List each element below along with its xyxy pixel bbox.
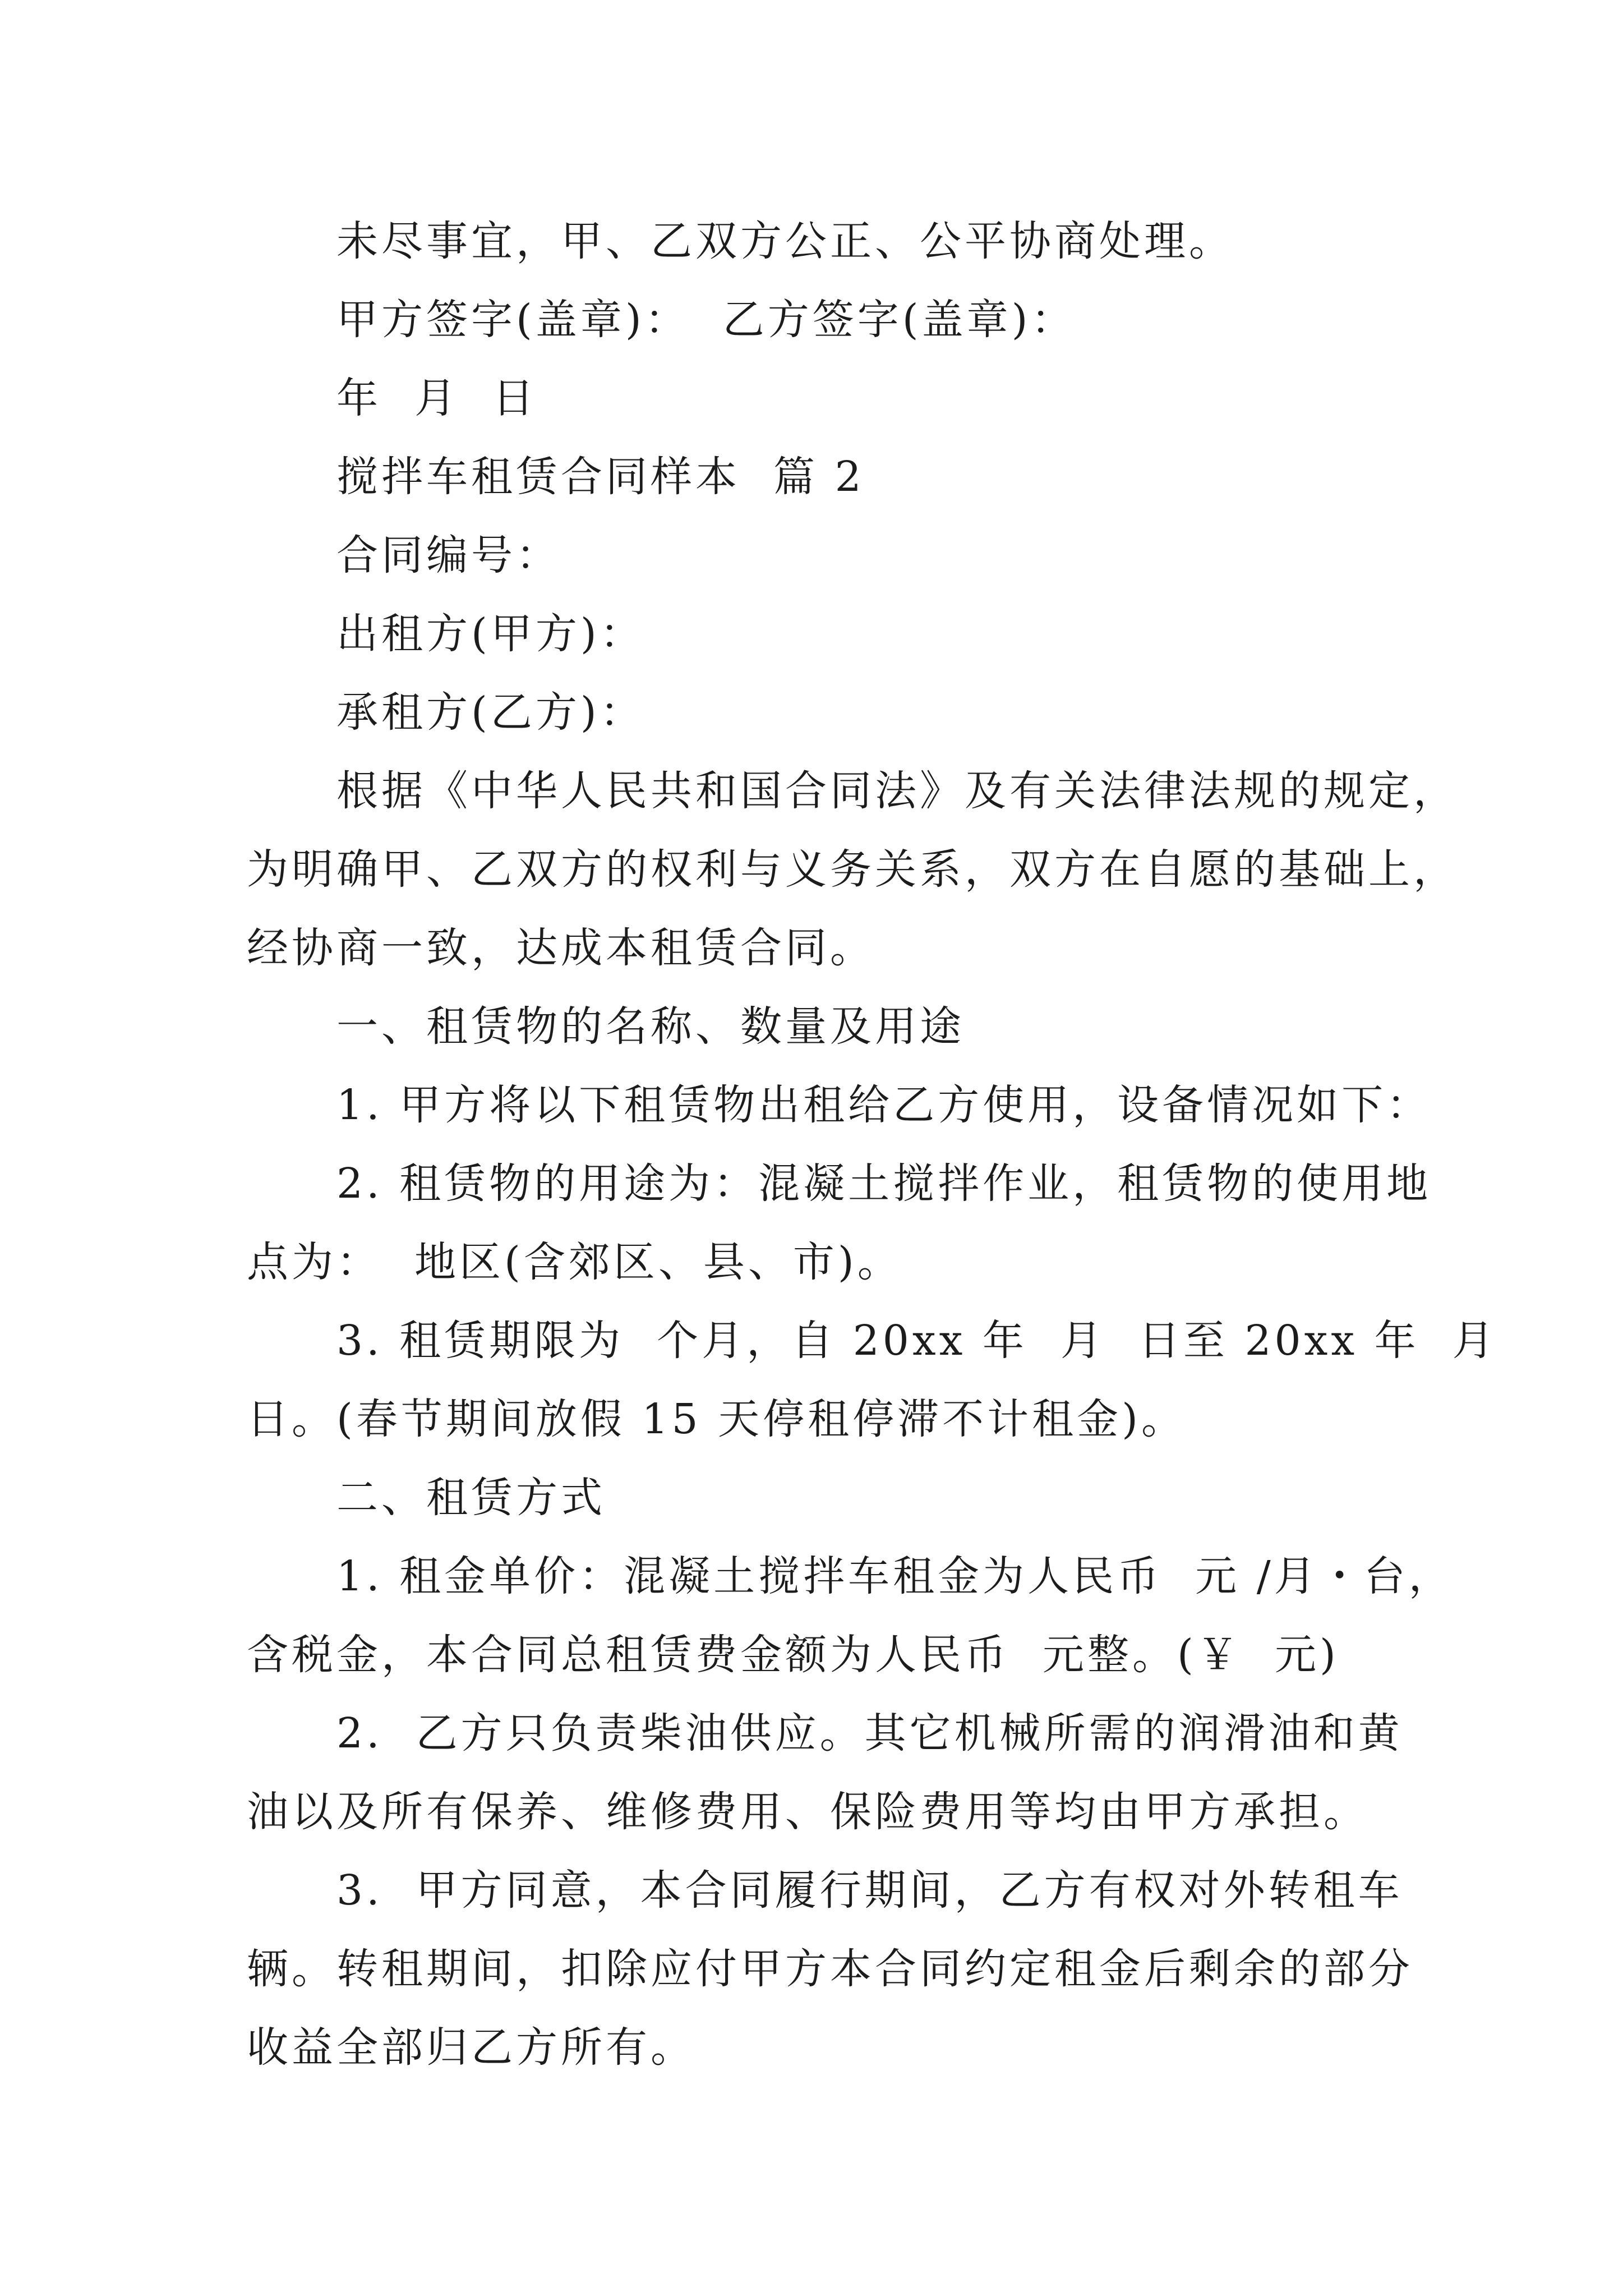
clause-line: 含税金，本合同总租赁费金额为人民币 元整。(￥ 元) (247, 1631, 1339, 1679)
clause-line: 1. 租金单价：混凝土搅拌车租金为人民币 元 /月・台， (336, 1552, 1454, 1600)
clause-line: 2. 租赁物的用途为：混凝土搅拌作业，租赁物的使用地 (336, 1159, 1432, 1208)
heading-line: 二、租赁方式 (336, 1474, 606, 1522)
paragraph-line: 根据《中华人民共和国合同法》及有关法律法规的规定， (336, 767, 1458, 815)
paragraph-line: 经协商一致，达成本租赁合同。 (247, 924, 875, 972)
clause-line: 1. 甲方将以下租赁物出租给乙方使用，设备情况如下： (336, 1081, 1432, 1129)
clause-line: 辆。转租期间，扣除应付甲方本合同约定租金后剩余的部分 (247, 1945, 1413, 1993)
clause-line: 3. 甲方同意，本合同履行期间，乙方有权对外转租车 (336, 1866, 1403, 1915)
signature-line: 甲方签字(盖章)： 乙方签字(盖章)： (336, 296, 1076, 344)
paragraph-line: 未尽事宜，甲、乙双方公正、公平协商处理。 (336, 217, 1234, 265)
clause-line: 油以及所有保养、维修费用、保险费用等均由甲方承担。 (247, 1788, 1368, 1836)
clause-line: 点为： 地区(含郊区、县、市)。 (247, 1238, 902, 1286)
clause-line: 收益全部归乙方所有。 (247, 2023, 695, 2072)
section-title: 搅拌车租赁合同样本 篇 2 (336, 453, 865, 501)
paragraph-line: 为明确甲、乙双方的权利与义务关系，双方在自愿的基础上， (247, 845, 1458, 894)
lessee-line: 承租方(乙方)： (336, 688, 645, 737)
clause-line: 日。(春节期间放假 15 天停租停滞不计租金)。 (247, 1395, 1186, 1443)
lessor-line: 出租方(甲方)： (336, 610, 645, 658)
heading-line: 一、租赁物的名称、数量及用途 (336, 1002, 965, 1051)
clause-line: 3. 租赁期限为 个月，自 20xx 年 月 日至 20xx 年 月 (336, 1317, 1497, 1365)
clause-line: 2. 乙方只负责柴油供应。其它机械所需的润滑油和黄 (336, 1709, 1403, 1757)
date-line: 年 月 日 (336, 374, 538, 422)
contract-number-line: 合同编号： (336, 531, 561, 579)
